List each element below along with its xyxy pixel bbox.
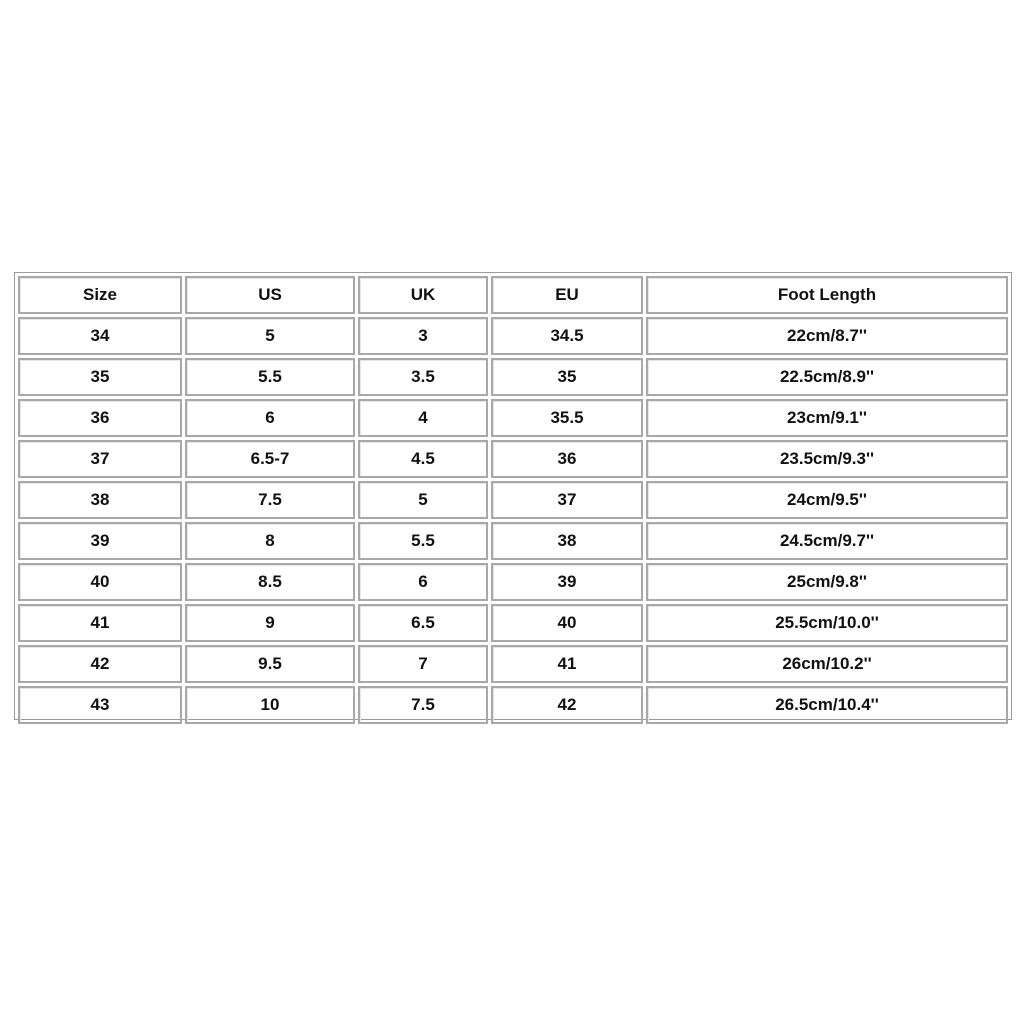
table-header-row: [18, 276, 1008, 314]
cell-us: 10: [185, 686, 355, 724]
cell-eu: 42: [491, 686, 643, 724]
cell-us: 9.5: [185, 645, 355, 683]
size-chart: [14, 272, 1012, 720]
header-us: US: [185, 276, 355, 314]
cell-eu: 37: [491, 481, 643, 519]
cell-uk: 5: [358, 481, 488, 519]
cell-eu: 35.5: [491, 399, 643, 437]
cell-size: 38: [18, 481, 182, 519]
table-row: [18, 358, 1008, 396]
cell-foot-length: 22.5cm/8.9'': [646, 358, 1008, 396]
cell-size: 41: [18, 604, 182, 642]
cell-foot-length: 24.5cm/9.7'': [646, 522, 1008, 560]
cell-uk: 4.5: [358, 440, 488, 478]
table-row: [18, 604, 1008, 642]
cell-foot-length: 25cm/9.8'': [646, 563, 1008, 601]
cell-foot-length: 24cm/9.5'': [646, 481, 1008, 519]
cell-us: 8.5: [185, 563, 355, 601]
cell-us: 6.5-7: [185, 440, 355, 478]
cell-uk: 5.5: [358, 522, 488, 560]
cell-eu: 39: [491, 563, 643, 601]
cell-size: 40: [18, 563, 182, 601]
cell-foot-length: 23cm/9.1'': [646, 399, 1008, 437]
table-row: [18, 686, 1008, 724]
header-foot-length: Foot Length: [646, 276, 1008, 314]
header-size: Size: [18, 276, 182, 314]
cell-foot-length: 22cm/8.7'': [646, 317, 1008, 355]
cell-us: 6: [185, 399, 355, 437]
cell-us: 7.5: [185, 481, 355, 519]
cell-size: 43: [18, 686, 182, 724]
table-row: [18, 563, 1008, 601]
table-row: [18, 399, 1008, 437]
cell-size: 39: [18, 522, 182, 560]
table-row: [18, 481, 1008, 519]
cell-us: 8: [185, 522, 355, 560]
cell-eu: 41: [491, 645, 643, 683]
table-row: [18, 317, 1008, 355]
cell-uk: 3: [358, 317, 488, 355]
cell-size: 36: [18, 399, 182, 437]
cell-foot-length: 23.5cm/9.3'': [646, 440, 1008, 478]
cell-eu: 34.5: [491, 317, 643, 355]
cell-size: 37: [18, 440, 182, 478]
cell-uk: 7.5: [358, 686, 488, 724]
cell-uk: 6: [358, 563, 488, 601]
cell-eu: 35: [491, 358, 643, 396]
table-row: [18, 645, 1008, 683]
cell-uk: 6.5: [358, 604, 488, 642]
cell-uk: 7: [358, 645, 488, 683]
cell-us: 5: [185, 317, 355, 355]
table-row: [18, 440, 1008, 478]
cell-eu: 36: [491, 440, 643, 478]
cell-size: 34: [18, 317, 182, 355]
cell-us: 9: [185, 604, 355, 642]
cell-us: 5.5: [185, 358, 355, 396]
cell-foot-length: 26.5cm/10.4'': [646, 686, 1008, 724]
header-uk: UK: [358, 276, 488, 314]
size-chart-table: [15, 273, 1011, 727]
cell-foot-length: 26cm/10.2'': [646, 645, 1008, 683]
cell-eu: 38: [491, 522, 643, 560]
cell-foot-length: 25.5cm/10.0'': [646, 604, 1008, 642]
cell-size: 42: [18, 645, 182, 683]
table-row: [18, 522, 1008, 560]
cell-size: 35: [18, 358, 182, 396]
cell-uk: 3.5: [358, 358, 488, 396]
cell-eu: 40: [491, 604, 643, 642]
cell-uk: 4: [358, 399, 488, 437]
header-eu: EU: [491, 276, 643, 314]
